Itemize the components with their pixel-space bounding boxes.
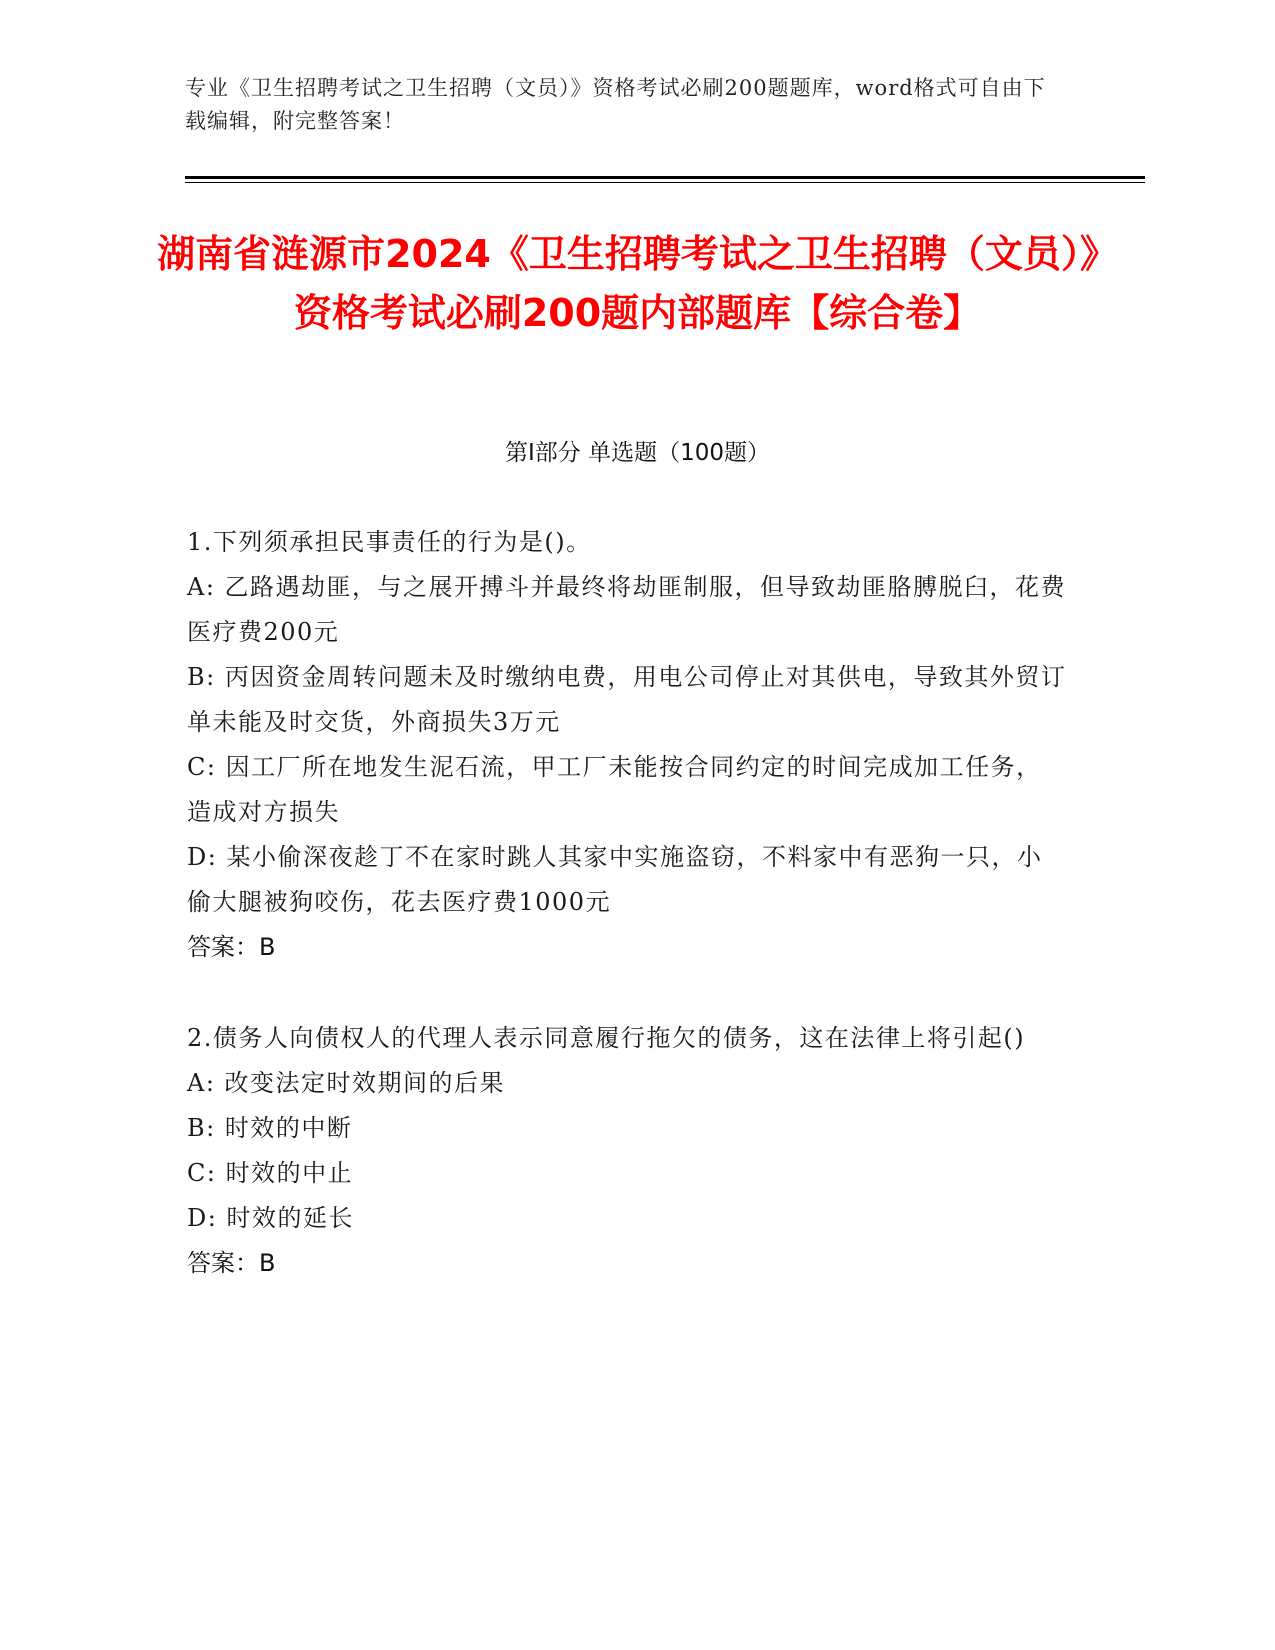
question-list: [187, 520, 1067, 1286]
option-c: C: 时效的中止: [187, 1159, 354, 1187]
option-c: C: 因工厂所在地发生泥石流，甲工厂未能按合同约定的时间完成加工任务，造成对方损失: [187, 753, 1042, 826]
option-a: A: 乙路遇劫匪，与之展开搏斗并最终将劫匪制服，但导致劫匪胳膊脱臼，花费医疗费200元: [187, 573, 1067, 646]
answer: 答案：B: [187, 1249, 276, 1277]
option-d: D: 某小偷深夜趁丁不在家时跳人其家中实施盗窃，不料家中有恶狗一只，小偷大腿被狗咬伤，花去医疗费1000元: [187, 843, 1043, 916]
option-b: B: 丙因资金周转问题未及时缴纳电费，用电公司停止对其供电，导致其外贸订单未能及时交货，外商损失3万元: [187, 663, 1067, 736]
question-1: [187, 520, 1067, 970]
option-d: D: 时效的延长: [187, 1204, 354, 1232]
section-heading: 第I部分 单选题（100题）: [505, 440, 770, 466]
header-divider-thick: [185, 176, 1145, 179]
option-a: A: 改变法定时效期间的后果: [187, 1069, 506, 1097]
header-divider-thin: [185, 182, 1145, 183]
question-stem: 1.下列须承担民事责任的行为是()。: [187, 528, 592, 556]
document-title: 湖南省涟源市2024《卫生招聘考试之卫生招聘（文员）》资格考试必刷200题内部题库【综合卷】: [157, 232, 1118, 335]
answer: 答案：B: [187, 933, 276, 961]
question-stem: 2.债务人向债权人的代理人表示同意履行拖欠的债务，这在法律上将引起(): [187, 1024, 1026, 1052]
option-b: B: 时效的中断: [187, 1114, 353, 1142]
header-note: 专业《卫生招聘考试之卫生招聘（文员）》资格考试必刷200题题库，word格式可自由下载编辑，附完整答案！: [185, 76, 1046, 133]
question-2: [187, 1016, 1067, 1286]
